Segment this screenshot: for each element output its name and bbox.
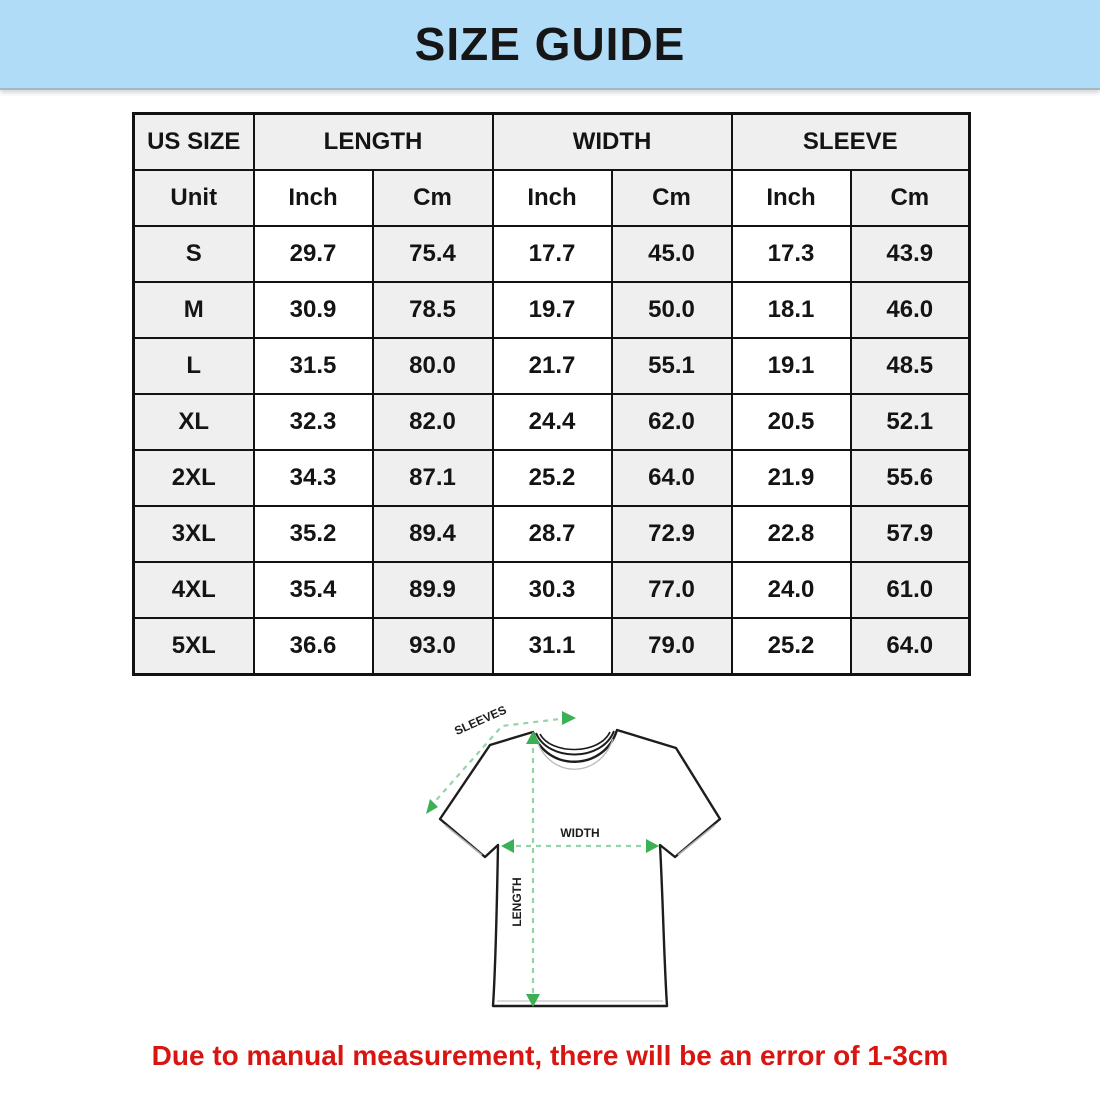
unit-width-inch: Inch — [493, 170, 612, 226]
cell-value: 80.0 — [373, 338, 493, 394]
size-label: XL — [134, 394, 254, 450]
cell-value: 21.7 — [493, 338, 612, 394]
cell-value: 19.7 — [493, 282, 612, 338]
table-row — [134, 394, 970, 450]
size-label: L — [134, 338, 254, 394]
table-row — [134, 450, 970, 506]
size-label: M — [134, 282, 254, 338]
table-row — [134, 338, 970, 394]
unit-label: Unit — [134, 170, 254, 226]
cell-value: 61.0 — [851, 562, 970, 618]
header-width: WIDTH — [493, 114, 732, 171]
cell-value: 45.0 — [612, 226, 732, 282]
cell-value: 46.0 — [851, 282, 970, 338]
unit-width-cm: Cm — [612, 170, 732, 226]
cell-value: 87.1 — [373, 450, 493, 506]
cell-value: 48.5 — [851, 338, 970, 394]
cell-value: 57.9 — [851, 506, 970, 562]
cell-value: 32.3 — [254, 394, 373, 450]
cell-value: 21.9 — [732, 450, 851, 506]
unit-length-cm: Cm — [373, 170, 493, 226]
cell-value: 31.5 — [254, 338, 373, 394]
cell-value: 82.0 — [373, 394, 493, 450]
cell-value: 17.3 — [732, 226, 851, 282]
cell-value: 52.1 — [851, 394, 970, 450]
cell-value: 31.1 — [493, 618, 612, 675]
cell-value: 18.1 — [732, 282, 851, 338]
cell-value: 34.3 — [254, 450, 373, 506]
table-row — [134, 282, 970, 338]
cell-value: 30.9 — [254, 282, 373, 338]
size-label: 5XL — [134, 618, 254, 675]
cell-value: 89.9 — [373, 562, 493, 618]
length-measure-label: LENGTH — [510, 877, 524, 927]
sleeve-measure-label: SLEEVES — [452, 702, 509, 738]
cell-value: 64.0 — [612, 450, 732, 506]
size-label: S — [134, 226, 254, 282]
cell-value: 77.0 — [612, 562, 732, 618]
cell-value: 75.4 — [373, 226, 493, 282]
size-label: 2XL — [134, 450, 254, 506]
unit-sleeve-cm: Cm — [851, 170, 970, 226]
table-row — [134, 506, 970, 562]
cell-value: 28.7 — [493, 506, 612, 562]
cell-value: 55.6 — [851, 450, 970, 506]
cell-value: 62.0 — [612, 394, 732, 450]
cell-value: 64.0 — [851, 618, 970, 675]
cell-value: 25.2 — [732, 618, 851, 675]
tshirt-measurement-diagram — [390, 680, 750, 1040]
size-table — [132, 112, 971, 676]
header-length: LENGTH — [254, 114, 493, 171]
table-row — [134, 562, 970, 618]
tshirt-outline-icon — [440, 730, 720, 1006]
size-label: 3XL — [134, 506, 254, 562]
width-measure-label: WIDTH — [560, 826, 600, 840]
table-row — [134, 618, 970, 675]
cell-value: 22.8 — [732, 506, 851, 562]
table-row — [134, 226, 970, 282]
cell-value: 93.0 — [373, 618, 493, 675]
header-sleeve: SLEEVE — [732, 114, 970, 171]
unit-sleeve-inch: Inch — [732, 170, 851, 226]
measurement-disclaimer: Due to manual measurement, there will be an error of 1-3cm — [151, 1040, 949, 1071]
cell-value: 30.3 — [493, 562, 612, 618]
cell-value: 78.5 — [373, 282, 493, 338]
title-banner — [0, 0, 1100, 90]
cell-value: 43.9 — [851, 226, 970, 282]
cell-value: 17.7 — [493, 226, 612, 282]
cell-value: 35.2 — [254, 506, 373, 562]
cell-value: 24.4 — [493, 394, 612, 450]
cell-value: 35.4 — [254, 562, 373, 618]
unit-length-inch: Inch — [254, 170, 373, 226]
cell-value: 25.2 — [493, 450, 612, 506]
cell-value: 50.0 — [612, 282, 732, 338]
cell-value: 72.9 — [612, 506, 732, 562]
cell-value: 24.0 — [732, 562, 851, 618]
table-group-header-row — [134, 114, 970, 171]
cell-value: 89.4 — [373, 506, 493, 562]
cell-value: 36.6 — [254, 618, 373, 675]
cell-value: 79.0 — [612, 618, 732, 675]
table-unit-row — [134, 170, 970, 226]
cell-value: 55.1 — [612, 338, 732, 394]
page-title: SIZE GUIDE — [414, 18, 686, 70]
cell-value: 29.7 — [254, 226, 373, 282]
header-us-size: US SIZE — [134, 114, 254, 171]
cell-value: 19.1 — [732, 338, 851, 394]
cell-value: 20.5 — [732, 394, 851, 450]
size-label: 4XL — [134, 562, 254, 618]
